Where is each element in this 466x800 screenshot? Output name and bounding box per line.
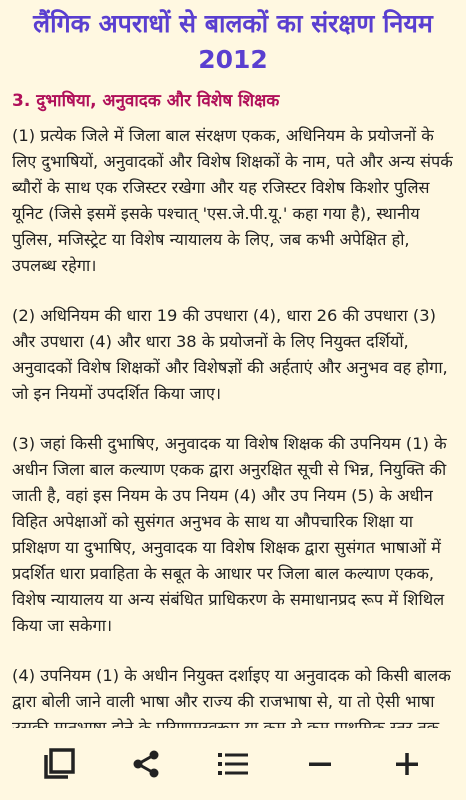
page-title: लैंगिक अपराधों से बालकों का संरक्षण नियम 2012 [33, 9, 433, 74]
share-button[interactable] [124, 742, 168, 786]
plus-icon [394, 751, 420, 777]
list-icon [217, 751, 249, 777]
bottom-toolbar [0, 728, 466, 800]
increase-font-button[interactable] [385, 742, 429, 786]
share-icon [131, 749, 161, 779]
minus-icon [307, 751, 333, 777]
paragraph: (3) जहां किसी दुभाषिए, अनुवादक या विशेष शिक्षक की उपनियम (1) के अधीन जिला बाल कल्याण एकक द्वारा अनुरक्षित सूची से भिन्न, नियुक्ति की जाती है, वहां इस नियम के उप नियम (4) और उप नियम (5) के अधीन विहित अपेक्षाओं को सुसंगत अनुभव के साथ या औपचारिक शिक्षा या प्रशिक्षण या दुभाषिए, अनुवादक या विशेष शिक्षक द्वारा सुसंगत भाषाओं में प्रदर्शित धारा प्रवाहिता के सबूत के आधार पर जिला बाल कल्याण एकक, विशेष न्यायालय या अन्य संबंधित प्राधिकरण के समाधानप्रद रूप में शिथिल किया जा सकेगा। [12, 434, 447, 635]
content-body[interactable] [12, 123, 456, 767]
copy-icon [42, 747, 76, 781]
paragraph: (4) उपनियम (1) के अधीन नियुक्त दर्शाइए या अनुवादक को किसी बालक द्वारा बोली जाने वाली भाषा और राज्य की राजभाषा से, या तो ऐसी भाषा [12, 666, 451, 711]
copy-button[interactable] [37, 742, 81, 786]
paragraph: (2) अधिनियम की धारा 19 की उपधारा (4), धारा 26 की उपधारा (3) और उपधारा (4) और धारा 38 के प्रयोजनों के लिए नियुक्त दर्शियों, अनुवादकों विशेष शिक्षकों और विशेषज्ञों की अर्हताएं और अनुभव वह होगा, जो इन नियमों उपदर्शित किया जाए। [12, 306, 448, 403]
list-button[interactable] [211, 742, 255, 786]
paragraph: (1) प्रत्येक जिले में जिला बाल संरक्षण एकक, अधिनियम के प्रयोजनों के लिए दुभाषियों, अनुवादकों और विशेष शिक्षकों के नाम, पते और अन्य संपर्क ब्यौरों के साथ एक रजिस्टर रखेगा और यह रजिस्टर विशेष किशोर पुलिस यूनिट (जिसे इसमें इसके पश्चात् 'एस.जे.पी.यू.' कहा गया है), स्थानीय पुलिस, मजिस्ट्रेट या विशेष न्यायालय के लिए, जब कभी अपेक्षित हो, उपलब्ध रहेगा। [12, 126, 453, 275]
section-heading: 3. दुभाषिया, अनुवादक और विशेष शिक्षक [12, 91, 280, 111]
decrease-font-button[interactable] [298, 742, 342, 786]
